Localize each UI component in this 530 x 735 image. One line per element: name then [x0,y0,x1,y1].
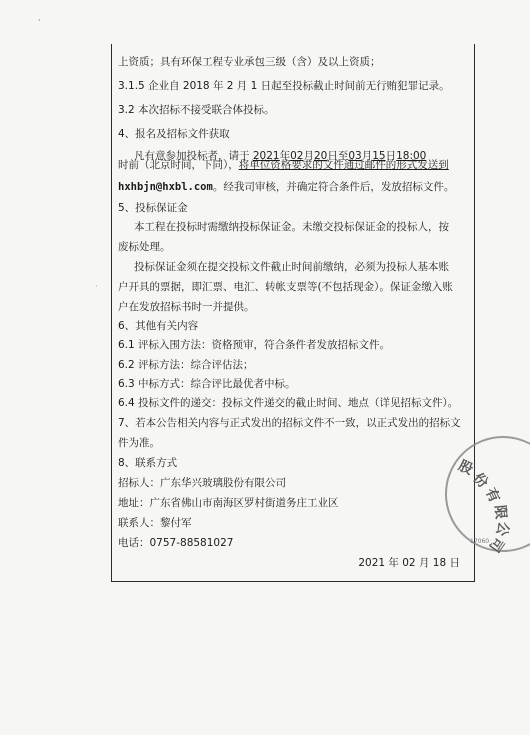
registration-line-2: 时前（北京时间，下同），将单位资格要求的文件通过邮件的形式发送到 [118,159,449,171]
section-6-3: 6.3 中标方式：综合评比最优者中标。 [118,378,296,390]
corner-mark: ‘ [38,18,41,27]
seal-char-5: 公 [492,519,512,538]
deposit-para-1: 本工程在投标时需缴纳投标保证金。未缴交投标保证金的投标人，按 [134,221,449,233]
seal-char-3: 有 [481,485,503,506]
contact-line: 联系人：黎付军 [118,517,192,529]
section-7: 7、若本公告相关内容与正式发出的招标文件不一致，以正式发出的招标文 [118,417,461,429]
registration-line: 凡有意参加投标者，请于 2021年02月20日至03月15日18:00 [134,150,427,162]
deposit-para-2c: 户在发放招标书时一并提供。 [118,301,255,313]
deposit-para-1b: 废标处理。 [118,241,171,253]
address-line: 地址：广东省佛山市南海区罗村街道务庄工业区 [118,497,339,509]
seal-char-2: 份 [469,470,491,492]
seal-char-6: 司 [485,534,507,555]
section-8-heading: 8、联系方式 [118,457,178,469]
section-5-heading: 5、投标保证金 [118,202,188,214]
deposit-para-2: 投标保证金须在提交投标文件截止时间前缴纳，必须为投标人基本账 [134,261,449,273]
email-line: hxhbjn@hxbl.com。经我司审核，并确定符合条件后，发放招标文件。 [118,181,455,193]
tenderer-line: 招标人：广东华兴玻璃股份有限公司 [118,477,286,489]
seal-char-4: 限 [491,504,509,520]
side-mark: · [95,282,98,291]
section-6-heading: 6、其他有关内容 [118,320,199,332]
doc-line-1: 上资质；具有环保工程专业承包三级（含）及以上资质； [118,56,381,68]
phone-line: 电话：0757-88581027 [118,537,234,549]
seal-char-1: 股 [455,457,476,479]
section-6-2: 6.2 评标方法：综合评估法； [118,359,254,371]
section-6-4: 6.4 投标文件的递交：投标文件递交的截止时间、地点（详见招标文件）。 [118,397,459,409]
deposit-para-2b: 户开具的票据，即汇票、电汇、转帐支票等(不包括现金）。保证金缴入账 [118,281,453,293]
doc-line-2: 3.1.5 企业自 2018 年 2 月 1 日起至投标截止时间前无行贿犯罪记录。 [118,80,450,92]
section-6-1: 6.1 评标入围方法：资格预审，符合条件者发放招标文件。 [118,339,391,351]
section-4-heading: 4、报名及招标文件获取 [118,128,230,140]
section-7b: 件为准。 [118,437,160,449]
seal-number: 17060 [470,538,490,545]
date-line: 2021 年 02 月 18 日 [358,557,460,569]
doc-line-3: 3.2 本次招标不接受联合体投标。 [118,104,275,116]
